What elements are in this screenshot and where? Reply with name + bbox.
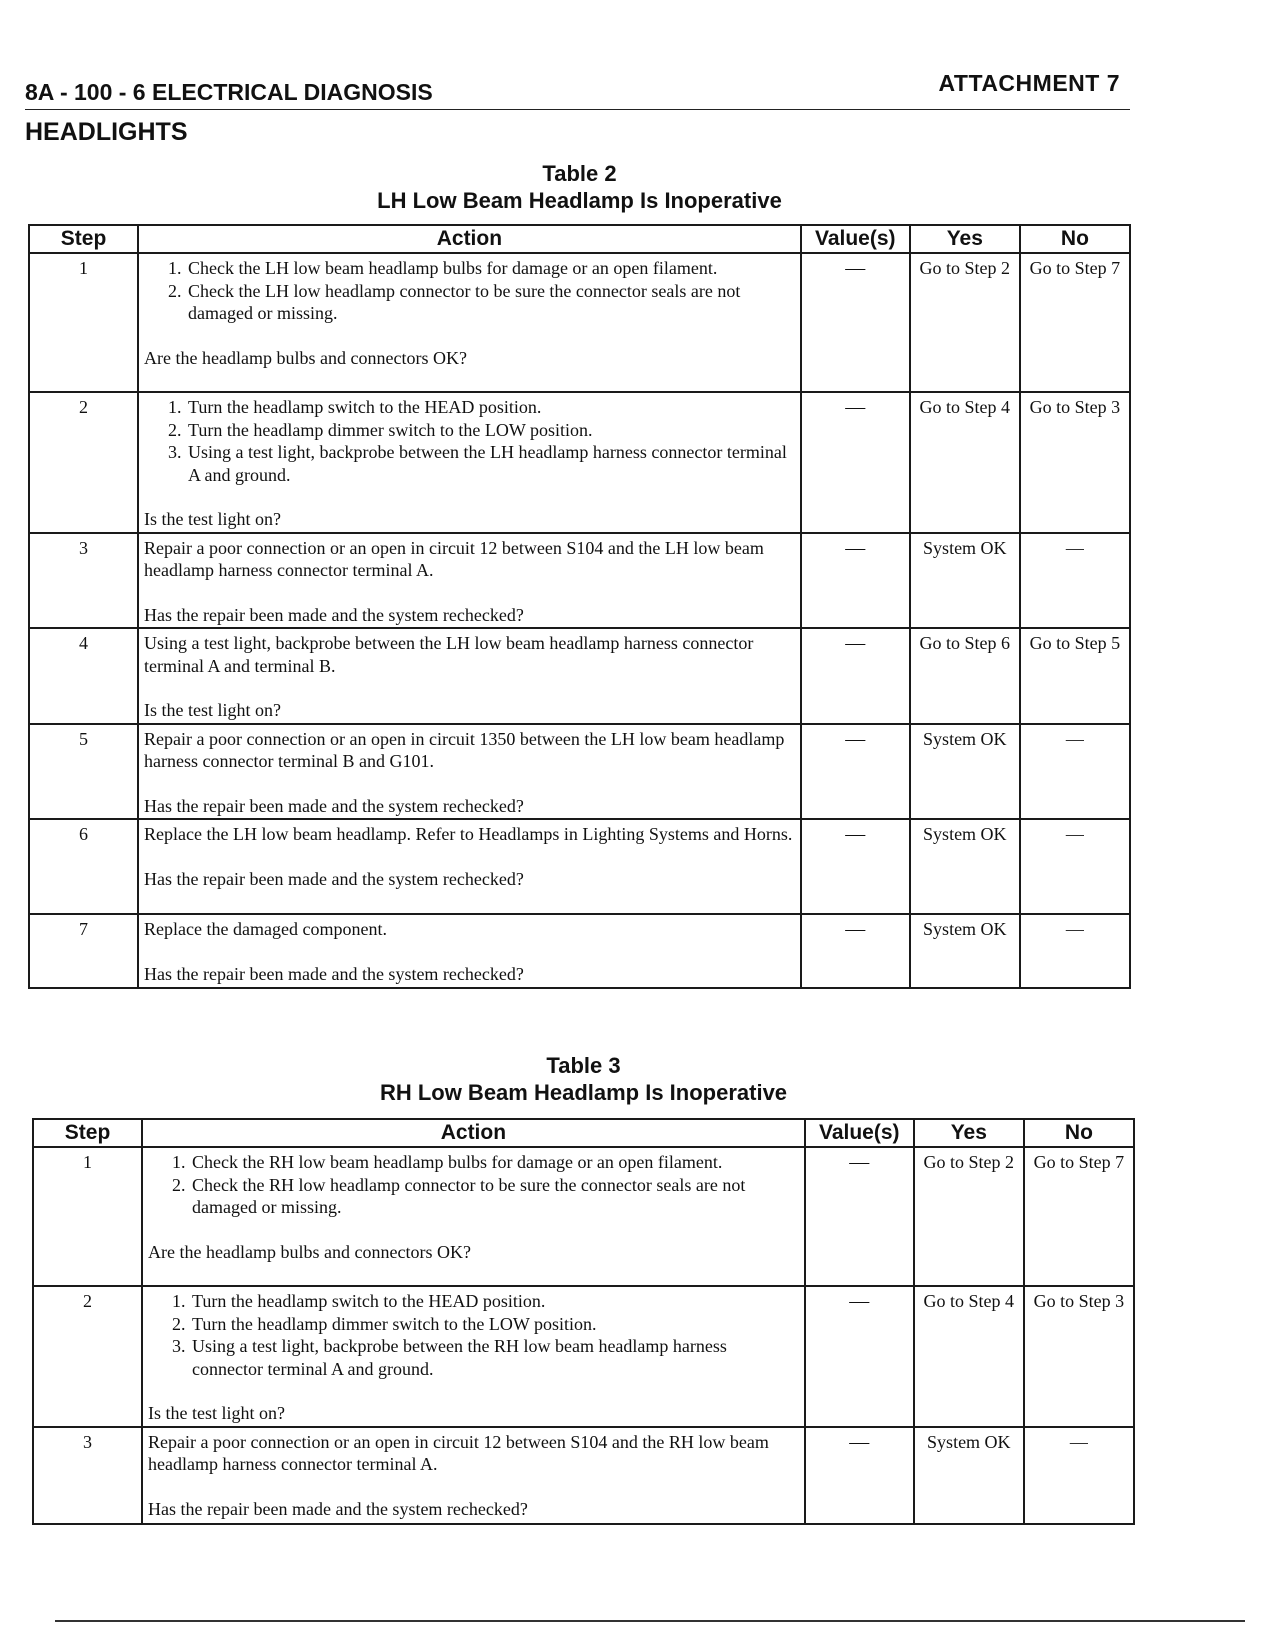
table2-number: Table 2 (542, 161, 617, 186)
yes-cell: Go to Step 6 (910, 628, 1020, 724)
action-cell (138, 253, 801, 392)
no-cell: — (1020, 914, 1130, 988)
step-number: 2 (33, 1286, 142, 1427)
footer-divider (55, 1620, 1245, 1622)
yes-cell: System OK (910, 914, 1020, 988)
no-cell: Go to Step 7 (1020, 253, 1130, 392)
section-title: HEADLIGHTS (25, 118, 188, 146)
no-cell: — (1020, 819, 1130, 914)
step-number: 5 (29, 724, 138, 820)
step-number: 4 (29, 628, 138, 724)
table2 (28, 224, 1131, 989)
no-cell: — (1020, 724, 1130, 820)
step-number: 7 (29, 914, 138, 988)
page-header (25, 70, 1130, 110)
action-text: Replace the LH low beam headlamp. Refer to Headlamps in Lighting Systems and Horns. (144, 824, 793, 844)
table3 (32, 1118, 1135, 1525)
table-row (33, 1286, 1134, 1427)
col-header-yes: Yes (914, 1119, 1024, 1147)
table-row (29, 914, 1130, 988)
action-question: Are the headlamp bulbs and connectors OK? (148, 1241, 471, 1262)
action-text: Repair a poor connection or an open in circuit 12 between S104 and the LH low beam headlamp harness connector terminal A. (144, 537, 764, 580)
action-item: 3. Using a test light, backprobe between the RH low beam headlamp harness connector terminal A and ground. (190, 1335, 799, 1380)
no-cell: Go to Step 5 (1020, 628, 1130, 724)
no-cell: Go to Step 3 (1024, 1286, 1134, 1427)
no-cell: Go to Step 7 (1024, 1147, 1134, 1286)
col-header-action: Action (142, 1119, 805, 1147)
col-header-no: No (1024, 1119, 1134, 1147)
action-question: Has the repair been made and the system rechecked? (144, 795, 524, 816)
action-cell (138, 628, 801, 724)
table-row (33, 1427, 1134, 1524)
step-number: 6 (29, 819, 138, 914)
table-row (29, 253, 1130, 392)
no-cell: Go to Step 3 (1020, 392, 1130, 533)
table-row (33, 1147, 1134, 1286)
value-cell: — (801, 628, 910, 724)
action-item: 1. Turn the headlamp switch to the HEAD position. (186, 396, 795, 419)
action-item: 1. Check the RH low beam headlamp bulbs for damage or an open filament. (190, 1151, 799, 1174)
action-cell (142, 1147, 805, 1286)
step-number: 2 (29, 392, 138, 533)
table-row (29, 533, 1130, 629)
step-number: 1 (33, 1147, 142, 1286)
yes-cell: System OK (910, 533, 1020, 629)
action-item: 2. Check the LH low headlamp connector to be sure the connector seals are not damaged or missing. (186, 280, 795, 325)
action-list (144, 396, 795, 486)
action-cell (138, 392, 801, 533)
action-item: 2. Turn the headlamp dimmer switch to the LOW position. (190, 1313, 799, 1336)
action-cell (142, 1286, 805, 1427)
table-row (29, 724, 1130, 820)
action-cell (138, 724, 801, 820)
action-question: Is the test light on? (148, 1403, 286, 1423)
action-text: Replace the damaged component. (144, 919, 387, 939)
value-cell: — (801, 392, 910, 533)
col-header-no: No (1020, 225, 1130, 253)
action-cell (138, 914, 801, 988)
col-header-step: Step (29, 225, 138, 253)
action-question: Has the repair been made and the system rechecked? (144, 963, 524, 984)
table3-number: Table 3 (546, 1053, 621, 1078)
action-question: Has the repair been made and the system rechecked? (148, 1498, 528, 1519)
action-item: 3. Using a test light, backprobe between the LH headlamp harness connector terminal A and ground. (186, 441, 795, 486)
action-item: 2. Check the RH low headlamp connector to be sure the connector seals are not damaged or missing. (190, 1174, 799, 1219)
action-item: 1. Turn the headlamp switch to the HEAD position. (190, 1290, 799, 1313)
action-question: Has the repair been made and the system rechecked? (144, 868, 524, 889)
action-text: Using a test light, backprobe between the LH low beam headlamp harness connector terminal A and terminal B. (144, 633, 754, 676)
yes-cell: System OK (910, 819, 1020, 914)
table2-header-row (29, 225, 1130, 253)
step-number: 3 (29, 533, 138, 629)
step-number: 1 (29, 253, 138, 392)
value-cell: — (801, 819, 910, 914)
col-header-action: Action (138, 225, 801, 253)
value-cell: — (801, 533, 910, 629)
page-reference: 8A - 100 - 6 ELECTRICAL DIAGNOSIS (25, 79, 433, 105)
action-text: Repair a poor connection or an open in circuit 12 between S104 and the RH low beam headlamp harness connector terminal A. (148, 1431, 769, 1474)
value-cell: — (805, 1286, 914, 1427)
attachment-label: ATTACHMENT 7 (938, 70, 1120, 96)
action-item: 2. Turn the headlamp dimmer switch to the LOW position. (186, 419, 795, 442)
col-header-values: Value(s) (801, 225, 910, 253)
no-cell: — (1020, 533, 1130, 629)
yes-cell: System OK (910, 724, 1020, 820)
action-list (144, 257, 795, 325)
value-cell: — (801, 914, 910, 988)
action-cell (138, 533, 801, 629)
value-cell: — (805, 1147, 914, 1286)
col-header-step: Step (33, 1119, 142, 1147)
action-item: 1. Check the LH low beam headlamp bulbs for damage or an open filament. (186, 257, 795, 280)
table2-caption (28, 160, 1131, 214)
step-number: 3 (33, 1427, 142, 1524)
header-divider (25, 109, 1130, 110)
table3-title: RH Low Beam Headlamp Is Inoperative (379, 1080, 788, 1105)
value-cell: — (801, 253, 910, 392)
action-text: Repair a poor connection or an open in circuit 1350 between the LH low beam headlamp harness connector terminal B and G101. (144, 728, 785, 771)
value-cell: — (801, 724, 910, 820)
no-cell: — (1024, 1427, 1134, 1524)
table-row (29, 392, 1130, 533)
col-header-yes: Yes (910, 225, 1020, 253)
table2-title: LH Low Beam Headlamp Is Inoperative (377, 188, 782, 213)
action-question: Are the headlamp bulbs and connectors OK? (144, 347, 467, 368)
yes-cell: Go to Step 2 (910, 253, 1020, 392)
action-cell (138, 819, 801, 914)
action-cell (142, 1427, 805, 1524)
col-header-values: Value(s) (805, 1119, 914, 1147)
yes-cell: Go to Step 4 (914, 1286, 1024, 1427)
action-question: Is the test light on? (144, 700, 282, 720)
yes-cell: Go to Step 4 (910, 392, 1020, 533)
table3-caption (32, 1052, 1135, 1106)
table3-header-row (33, 1119, 1134, 1147)
table-row (29, 628, 1130, 724)
value-cell: — (805, 1427, 914, 1524)
yes-cell: Go to Step 2 (914, 1147, 1024, 1286)
action-list (148, 1290, 799, 1380)
action-question: Is the test light on? (144, 509, 282, 529)
table-row (29, 819, 1130, 914)
action-question: Has the repair been made and the system rechecked? (144, 604, 524, 625)
action-list (148, 1151, 799, 1219)
yes-cell: System OK (914, 1427, 1024, 1524)
